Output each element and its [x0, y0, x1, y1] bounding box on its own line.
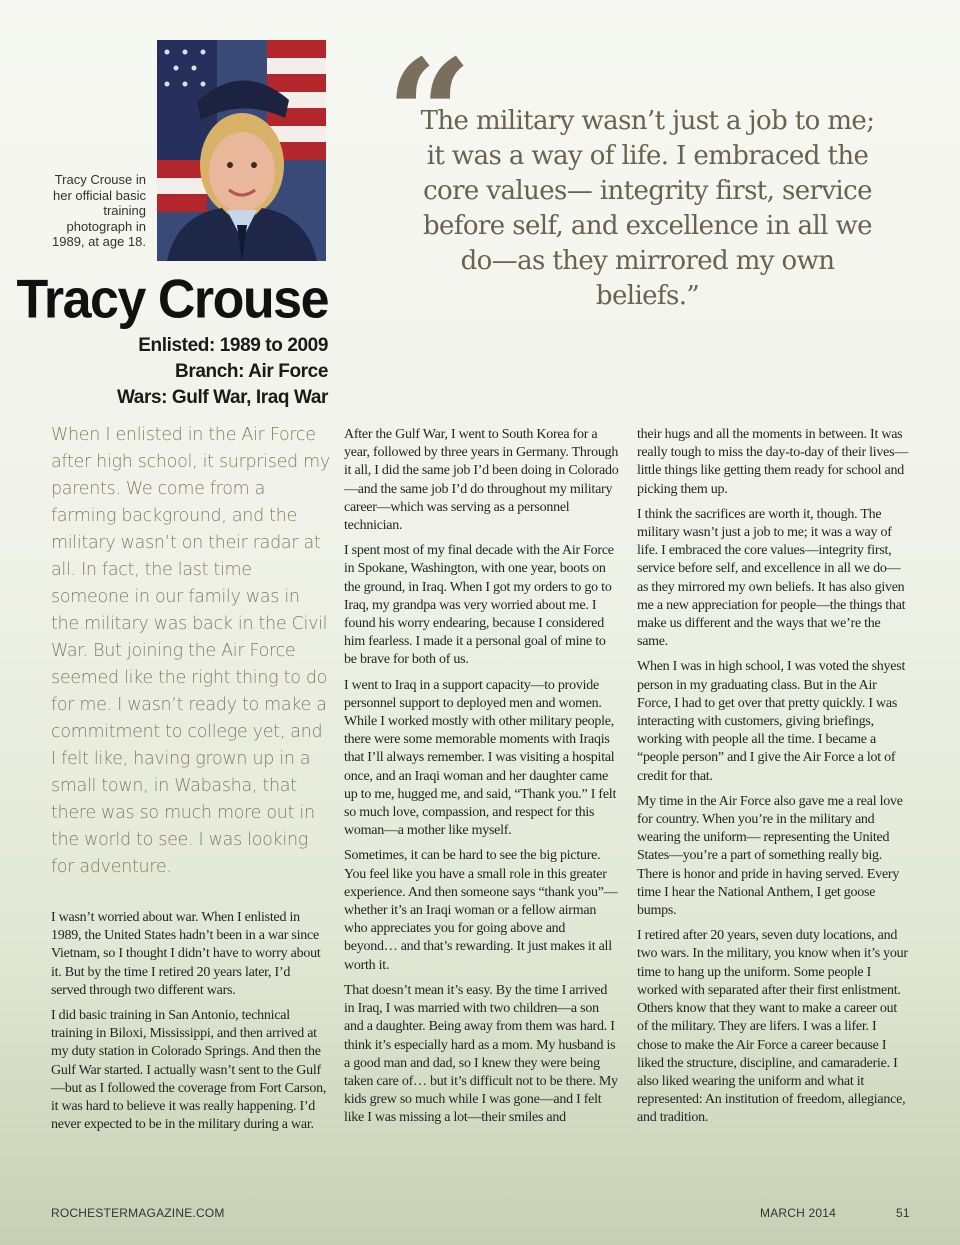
profile-name: Tracy Crouse — [16, 269, 328, 330]
enlisted-dates: Enlisted: 1989 to 2009 — [138, 335, 328, 356]
page-number: 51 — [896, 1206, 910, 1220]
paragraph: That doesn’t mean it’s easy. By the time I arrived in Iraq, I was married with two children—a son and a daughter. Being away from them was hard. I think it’s especially hard as a mom. My husband is a good man and dad, so I knew they were being taken care of… but it’s difficult not to be there. My kids grew so much while I was gone—and I felt like I was missing a lot—their smiles and — [344, 982, 618, 1126]
body-column-1 — [51, 909, 328, 1141]
body-column-3 — [637, 426, 909, 1135]
quote-mark: “ — [386, 27, 473, 203]
wars-served: Wars: Gulf War, Iraq War — [116, 387, 328, 408]
pull-quote: The military wasn’t just a job to me; it was a way of life. I embraced the core values— integrity first, service before self, and excellence in all we do—as they mirrored my own beliefs.” — [420, 106, 875, 311]
paragraph: My time in the Air Force also gave me a real love for country. When you’re in the military and wearing the uniform— representing the United States—you’re a part of something really big. There is honor and pride in having served. Every time I hear the National Anthem, I get goose bumps. — [637, 793, 903, 919]
paragraph: I did basic training in San Antonio, technical training in Biloxi, Mississippi, and then arrived at my duty station in Colorado Springs. And then the Gulf War started. I actually wasn’t sent to the Gulf—but as I followed the coverage from Fort Carson, it was hard to believe it was really happening. I’d never expected to be in the military during a war. — [51, 1008, 327, 1133]
service-branch: Branch: Air Force — [175, 361, 328, 382]
photo-caption: Tracy Crouse in her official basic training photograph in 1989, at age 18. — [52, 172, 146, 249]
portrait-photo — [157, 40, 326, 261]
footer-website: ROCHESTERMAGAZINE.COM — [51, 1206, 225, 1220]
paragraph: I retired after 20 years, seven duty locations, and two wars. In the military, you know when it’s your time to hang up the uniform. Some people I worked with separated after their first enlistment. Others know that they want to make a career out of the military. They are lifers. I was a lifer. I chose to make the Air Force a career because I liked the structure, discipline, and camaraderie. I also liked wearing the uniform and what it represented: An institution of freedom, allegiance, and tradition. — [637, 928, 908, 1126]
intro-paragraph: When I enlisted in the Air Force after high school, it surprised my parents. We come from a farming background, and the military wasn’t on their radar at all. In fact, the last time someone in our family was in the military was back in the Civil War. But joining the Air Force seemed like the right thing to do for me. I wasn’t ready to make a commitment to college yet, and I felt like, having grown up in a small town, in Wabasha, that there was so much more out in the world to see. I was looking for adventure. — [51, 425, 330, 877]
service-facts — [117, 333, 328, 411]
paragraph: After the Gulf War, I went to South Korea for a year, followed by three years in Germany. Through it all, I did the same job I’d been doing in Colorado—and the same job I’d do throughout my military career—which was serving as a personnel technician. — [344, 427, 619, 534]
footer-issue-date: MARCH 2014 — [760, 1206, 837, 1220]
paragraph: I wasn’t worried about war. When I enlisted in 1989, the United States hadn’t been in a war since Vietnam, so I thought I didn’t have to worry about it. But by the time I retired 20 years later, I’d served through two different wars. — [51, 910, 321, 998]
paragraph: When I was in high school, I was voted the shyest person in my graduating class. But in the Air Force, I had to get over that pretty quickly. I was interacting with customers, giving briefings, working with people all the time. I became a “people person” and I give the Air Force a lot of credit for that. — [637, 659, 906, 784]
paragraph: Sometimes, it can be hard to see the big picture. You feel like you have a small role in this greater experience. And then someone says “thank you”—whether it’s an Iraqi woman or a fellow airman who appreciates you for going above and beyond… and that’s rewarding. It just makes it all worth it. — [344, 848, 618, 973]
paragraph: their hugs and all the moments in between. It was really tough to miss the day-to-day of their lives—little things like getting them ready for school and picking them up. — [637, 427, 909, 497]
body-column-2 — [344, 426, 620, 1135]
paragraph: I spent most of my final decade with the Air Force in Spokane, Washington, with one year, boots on the ground, in Iraq. When I got my orders to go to Iraq, my grandpa was very worried about me. I found his worry endearing, because I considered him fearless. I made it a personal goal of mine to be brave for both of us. — [344, 543, 614, 668]
paragraph: I went to Iraq in a support capacity—to provide personnel support to deployed men and women. While I worked mostly with other military people, there were some memorable moments with Iraqis that I’ll always remember. I was visiting a hospital once, and an Iraqi woman and her daughter came up to me, hugged me, and said, “Thank you.” I felt so much love, compassion, and respect for this woman—a mother like myself. — [344, 677, 617, 839]
paragraph: I think the sacrifices are worth it, though. The military wasn’t just a job to me; it was a way of life. I embraced the core values—integrity first, service before self, and excellence in all we do—as they mirrored my own beliefs. It has also given me a new appreciation for people—the things that make us different and the ways that we’re the same. — [637, 506, 906, 650]
